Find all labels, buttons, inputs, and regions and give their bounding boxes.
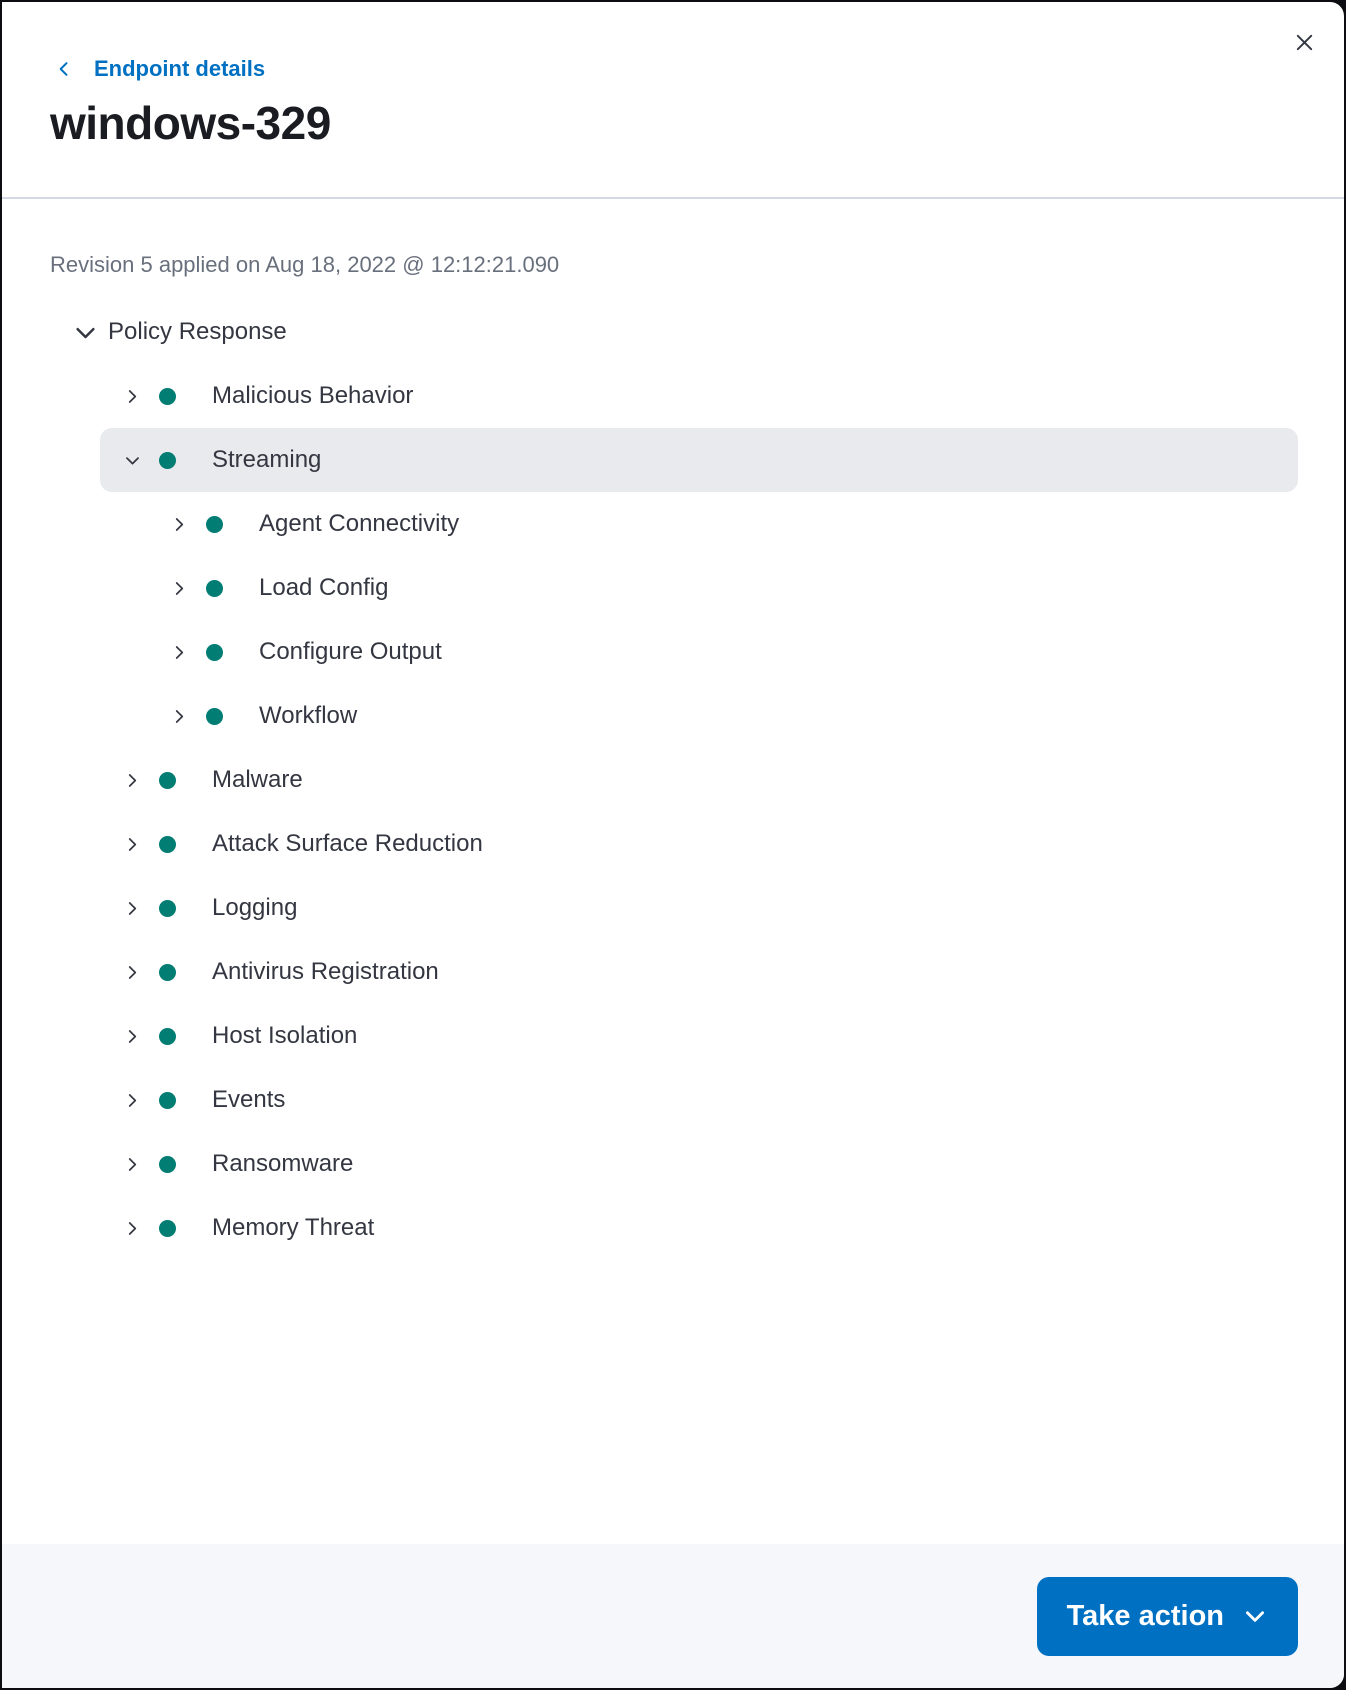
chevron-down-icon[interactable] (123, 451, 142, 470)
tree-item-logging[interactable] (48, 876, 1298, 940)
tree-item-label: Antivirus Registration (212, 957, 439, 985)
tree-item-events[interactable] (48, 1068, 1298, 1132)
tree-item-load-config[interactable] (48, 556, 1298, 620)
tree-item-label: Malicious Behavior (212, 381, 414, 409)
status-dot (159, 900, 176, 917)
chevron-right-icon[interactable] (123, 899, 142, 918)
chevron-right-icon[interactable] (123, 1155, 142, 1174)
status-dot (206, 644, 223, 661)
tree-item-attack-surface-reduction[interactable] (48, 812, 1298, 876)
page-title: windows-329 (50, 97, 331, 149)
tree-item-label: Ransomware (212, 1149, 354, 1177)
flyout-footer (2, 1544, 1344, 1688)
policy-response-tree (48, 300, 1298, 1260)
chevron-right-icon[interactable] (123, 1027, 142, 1046)
tree-item-label: Configure Output (259, 637, 442, 665)
chevron-right-icon[interactable] (123, 387, 142, 406)
tree-item-label: Attack Surface Reduction (212, 829, 483, 857)
status-dot (159, 964, 176, 981)
tree-item-label: Memory Threat (212, 1213, 375, 1241)
chevron-down-icon[interactable] (72, 319, 99, 346)
tree-item-policy-response[interactable] (48, 300, 1298, 364)
tree-item-malicious-behavior[interactable] (48, 364, 1298, 428)
tree-item-label: Logging (212, 893, 298, 921)
status-dot (159, 1092, 176, 1109)
chevron-right-icon[interactable] (170, 579, 189, 598)
chevron-right-icon[interactable] (123, 1091, 142, 1110)
tree-item-workflow[interactable] (48, 684, 1298, 748)
status-dot (159, 1220, 176, 1237)
tree-item-label: Load Config (259, 573, 389, 601)
chevron-right-icon[interactable] (170, 707, 189, 726)
status-dot (159, 1156, 176, 1173)
take-action-button[interactable] (1037, 1577, 1298, 1656)
status-dot (159, 772, 176, 789)
tree-item-streaming[interactable] (100, 428, 1298, 492)
flyout-body (2, 199, 1344, 1544)
flyout-header (2, 2, 1344, 199)
revision-text: Revision 5 applied on Aug 18, 2022 @ 12:12:21.090 (50, 252, 560, 277)
tree-item-ransomware[interactable] (48, 1132, 1298, 1196)
tree-item-label: Streaming (212, 445, 322, 473)
tree-item-memory-threat[interactable] (48, 1196, 1298, 1260)
chevron-right-icon[interactable] (123, 1219, 142, 1238)
status-dot (159, 388, 176, 405)
tree-item-label: Agent Connectivity (259, 509, 460, 537)
tree-item-label: Malware (212, 765, 303, 793)
status-dot (159, 836, 176, 853)
status-dot (159, 452, 176, 469)
tree-item-label: Workflow (259, 701, 358, 729)
status-dot (206, 516, 223, 533)
status-dot (206, 708, 223, 725)
back-link[interactable] (54, 56, 265, 82)
chevron-left-icon (54, 59, 74, 79)
chevron-down-icon (1242, 1603, 1268, 1629)
back-link-label: Endpoint details (94, 56, 266, 81)
chevron-right-icon[interactable] (123, 771, 142, 790)
tree-item-antivirus-registration[interactable] (48, 940, 1298, 1004)
take-action-label: Take action (1066, 1599, 1224, 1632)
tree-item-label: Host Isolation (212, 1021, 358, 1049)
tree-item-label: Events (212, 1085, 286, 1113)
status-dot (159, 1028, 176, 1045)
tree-item-host-isolation[interactable] (48, 1004, 1298, 1068)
chevron-right-icon[interactable] (123, 835, 142, 854)
chevron-right-icon[interactable] (170, 643, 189, 662)
close-icon[interactable] (1284, 22, 1324, 62)
tree-item-malware[interactable] (48, 748, 1298, 812)
tree-item-configure-output[interactable] (48, 620, 1298, 684)
tree-item-label: Policy Response (108, 317, 287, 345)
status-dot (206, 580, 223, 597)
tree-item-agent-connectivity[interactable] (48, 492, 1298, 556)
chevron-right-icon[interactable] (170, 515, 189, 534)
chevron-right-icon[interactable] (123, 963, 142, 982)
